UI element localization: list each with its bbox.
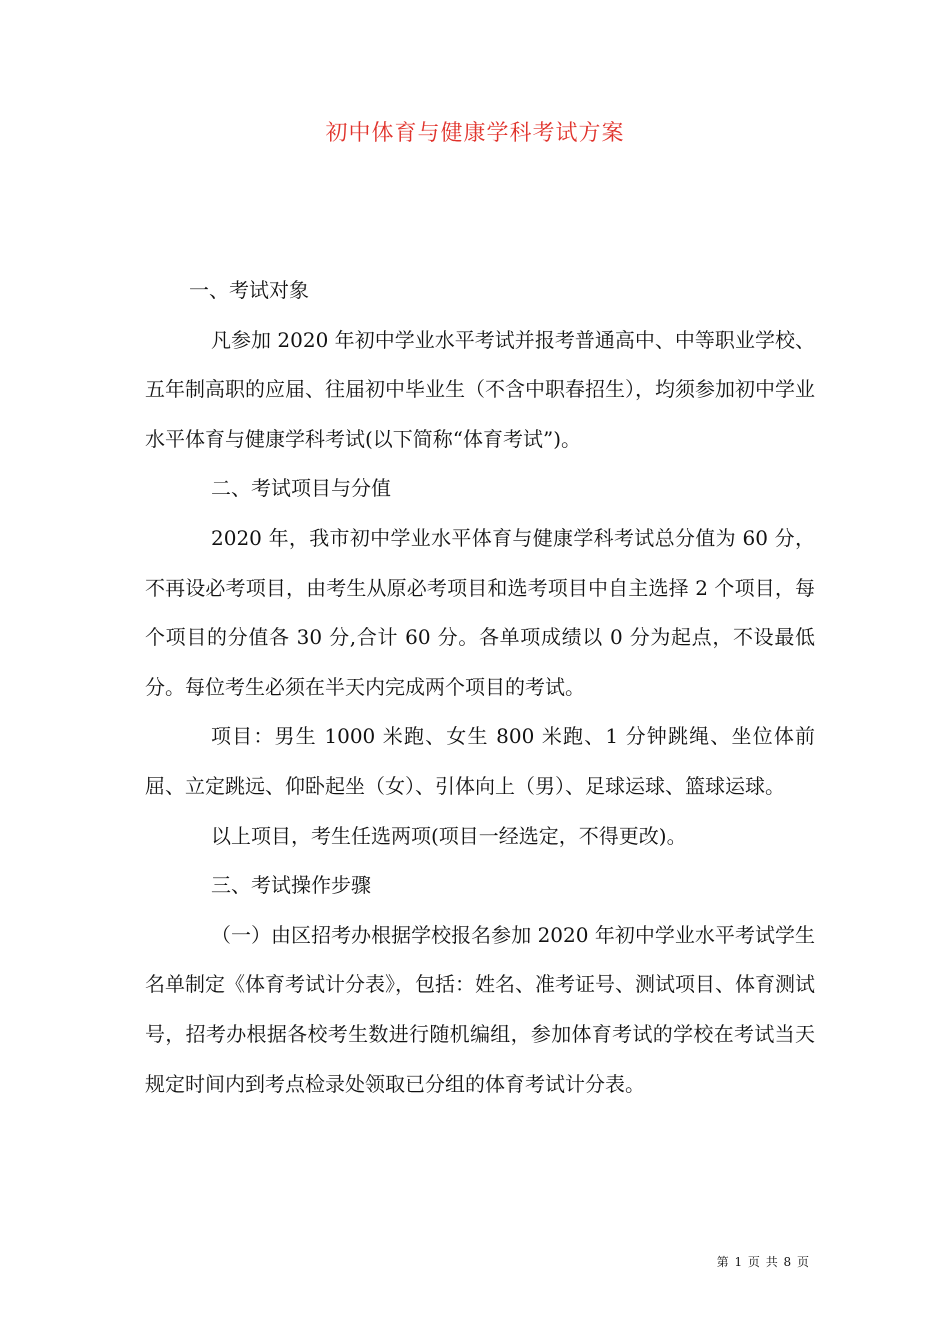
section-heading-2: 二、考试项目与分值: [211, 476, 391, 501]
document-body: [145, 266, 815, 1109]
section-heading-3: 三、考试操作步骤: [211, 873, 371, 898]
page-number-footer: 第 1 页 共 8 页: [716, 1255, 810, 1269]
paragraph-exam-subjects: 凡参加 2020 年初中学业水平考试并报考普通高中、中等职业学校、五年制高职的应届、往届初中毕业生（不含中职春招生），均须参加初中学业水平体育与健康学科考试(以下简称“体育考试”)。: [145, 327, 815, 451]
paragraph-score-value: 2020 年，我市初中学业水平体育与健康学科考试总分值为 60 分，不再设必考项目，由考生从原必考项目和选考项目中自主选择 2 个项目，每个项目的分值各 30 分,合计 60 分。各单项成绩以 0 分为起点，不设最低分。每位考生必须在半天内完成两个项目的考试。: [145, 525, 815, 699]
paragraph-step-one: （一）由区招考办根据学校报名参加 2020 年初中学业水平考试学生名单制定《体育考试计分表》，包括：姓名、准考证号、测试项目、体育测试号，招考办根据各校考生数进行随机编组，参加体育考试的学校在考试当天规定时间内到考点检录处领取已分组的体育考试计分表。: [145, 922, 815, 1096]
paragraph-items-list: 项目：男生 1000 米跑、女生 800 米跑、1 分钟跳绳、坐位体前屈、立定跳远、仰卧起坐（女）、引体向上（男）、足球运球、篮球运球。: [145, 724, 815, 798]
section-heading-1: 一、考试对象: [189, 278, 309, 302]
document-title: 初中体育与健康学科考试方案: [325, 121, 625, 146]
paragraph-choose-two: 以上项目，考生任选两项(项目一经选定，不得更改)。: [211, 823, 687, 848]
